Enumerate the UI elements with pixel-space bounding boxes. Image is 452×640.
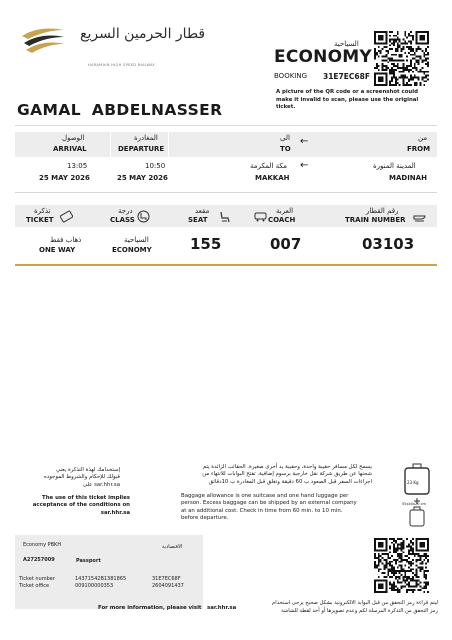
- seat-label-en: SEAT: [188, 216, 208, 224]
- summary-title: Economy PBKH: [23, 542, 62, 548]
- seat-label-ar: مقعد: [195, 207, 210, 215]
- destination-en: MAKKAH: [255, 174, 290, 182]
- baggage-ar: يسمح لكل مسافر حقيبة واحدة، وحقيبة يد أخرى صغيرة. الحقائب الزائدة يتم شحنها عن طريق شركة نقل خارجية برسوم إضافية. تفتح البوابات للانتهاء من اجراءات السفر قبل الصعود ب 60 دقيقة وتغلق قبل المغادرة ب 10دقائق: [202, 464, 372, 485]
- arrow-left-icon: ←: [300, 160, 309, 171]
- summary-code: 31E7EC68F: [152, 576, 181, 582]
- seat-icon: [218, 208, 231, 227]
- departure-label-en: DEPARTURE: [118, 145, 165, 153]
- to-label-en: TO: [280, 145, 291, 153]
- coach-label-en: COACH: [268, 216, 296, 224]
- class-label-en: ECONOMY: [274, 47, 372, 67]
- ticket-value-ar: ذهاب فقط: [50, 236, 82, 244]
- passenger-code: A27257009: [23, 557, 55, 563]
- coach-value: 007: [270, 235, 302, 253]
- arrival-date: 25 MAY 2026: [39, 174, 90, 182]
- qr-code-bottom: [374, 538, 429, 593]
- arrow-left-icon: ←: [300, 136, 309, 147]
- booking-label: BOOKING: [274, 72, 308, 80]
- departure-label-ar: المغادرة: [134, 134, 158, 142]
- from-label-ar: من: [418, 134, 428, 142]
- class-label-en: CLASS: [110, 216, 135, 224]
- ticket-value-en: ONE WAY: [39, 246, 76, 254]
- seat-value: 155: [190, 235, 222, 253]
- terms-en: The use of this ticket implies acceptance of the conditions on sar.hhr.sa: [32, 495, 130, 516]
- train-number-label-en: TRAIN NUMBER: [345, 216, 406, 224]
- summary-title-ar: الاقتصادية: [162, 544, 183, 550]
- coach-label-ar: العربة: [276, 207, 294, 215]
- class-label-ar: درجة: [118, 207, 133, 215]
- class-label-ar: السياحية: [334, 40, 359, 48]
- terms-ar: إستخدامك لهذة التذكرة يعني قبولك للإحكام والشروط الموجوده على sar.hhr.sa: [44, 467, 120, 488]
- qr-note: A picture of the QR code or a screenshot could make it invalid to scan, please use the original ticket.: [276, 89, 419, 111]
- train-number-label-ar: رقم القطار: [366, 207, 399, 215]
- from-label-en: FROM: [407, 145, 431, 153]
- departure-date: 25 MAY 2026: [117, 174, 168, 182]
- bottom-note-ar: ليتم قراءة رمز التحقق من قبل البوابة الالكترونية بشكل صحيح يرجى استخدام رمز التحقق من التذكرة المرسلة لكم وعدم تصويرها أو أخذ لقطة للشاشة: [272, 600, 438, 614]
- ticket-office-label: Ticket office: [19, 583, 50, 589]
- arrival-label-ar: الوصول: [62, 134, 85, 142]
- ticket-label-ar: تذكرة: [34, 207, 51, 215]
- to-label-ar: الى: [280, 134, 290, 142]
- brand-name-ar: قطار الحرمين السريع: [80, 26, 206, 42]
- booking-code: 31E7EC68F: [323, 72, 370, 81]
- ticket-number: 14371542B1381865: [75, 576, 127, 582]
- haramain-logo: [20, 26, 66, 56]
- info-label: For more information, please visit: [98, 605, 202, 611]
- brand-name-en: HARAMAIN HIGH SPEED RAILWAY: [88, 63, 156, 67]
- ticket-office: 009100000353: [75, 583, 114, 589]
- divider: [15, 192, 437, 193]
- origin-ar: المدينة المنورة: [373, 162, 416, 170]
- departure-time: 10:50: [145, 162, 166, 170]
- train-icon: [413, 208, 426, 227]
- summary-number: 2604091437: [152, 583, 184, 589]
- seat-class-icon: [137, 208, 150, 227]
- info-url[interactable]: sar.hhr.sa: [207, 605, 237, 611]
- document-type: Passport: [76, 558, 101, 564]
- ticket-number-label: Ticket number: [19, 576, 55, 582]
- coach-icon: [254, 208, 267, 227]
- suitcase-weight: 23 Kg: [407, 480, 419, 485]
- ticket-icon: [60, 208, 73, 227]
- arrival-label-en: ARRIVAL: [53, 145, 87, 153]
- qr-code-top: [374, 31, 429, 86]
- origin-en: MADINAH: [389, 174, 427, 182]
- hand-luggage-size: 55x40x20 cm: [402, 502, 426, 506]
- class-value-ar: السياحية: [124, 236, 149, 244]
- baggage-en: Baggage allowance is one suitcase and one hand luggage per person. Excess baggage can be shipped by an external company at an additional cost. Check in time from 60 min. to 10 min. before departure.: [181, 493, 357, 521]
- gold-divider: [15, 264, 437, 266]
- destination-ar: مكة المكرمة: [250, 162, 287, 170]
- class-value-en: ECONOMY: [112, 246, 152, 254]
- train-number-value: 03103: [362, 235, 415, 253]
- ticket-label-en: TICKET: [26, 216, 54, 224]
- luggage-icon: [402, 462, 432, 532]
- divider: [15, 125, 437, 126]
- arrival-time: 13:05: [67, 162, 88, 170]
- passenger-name: GAMAL ABDELNASSER: [17, 101, 223, 119]
